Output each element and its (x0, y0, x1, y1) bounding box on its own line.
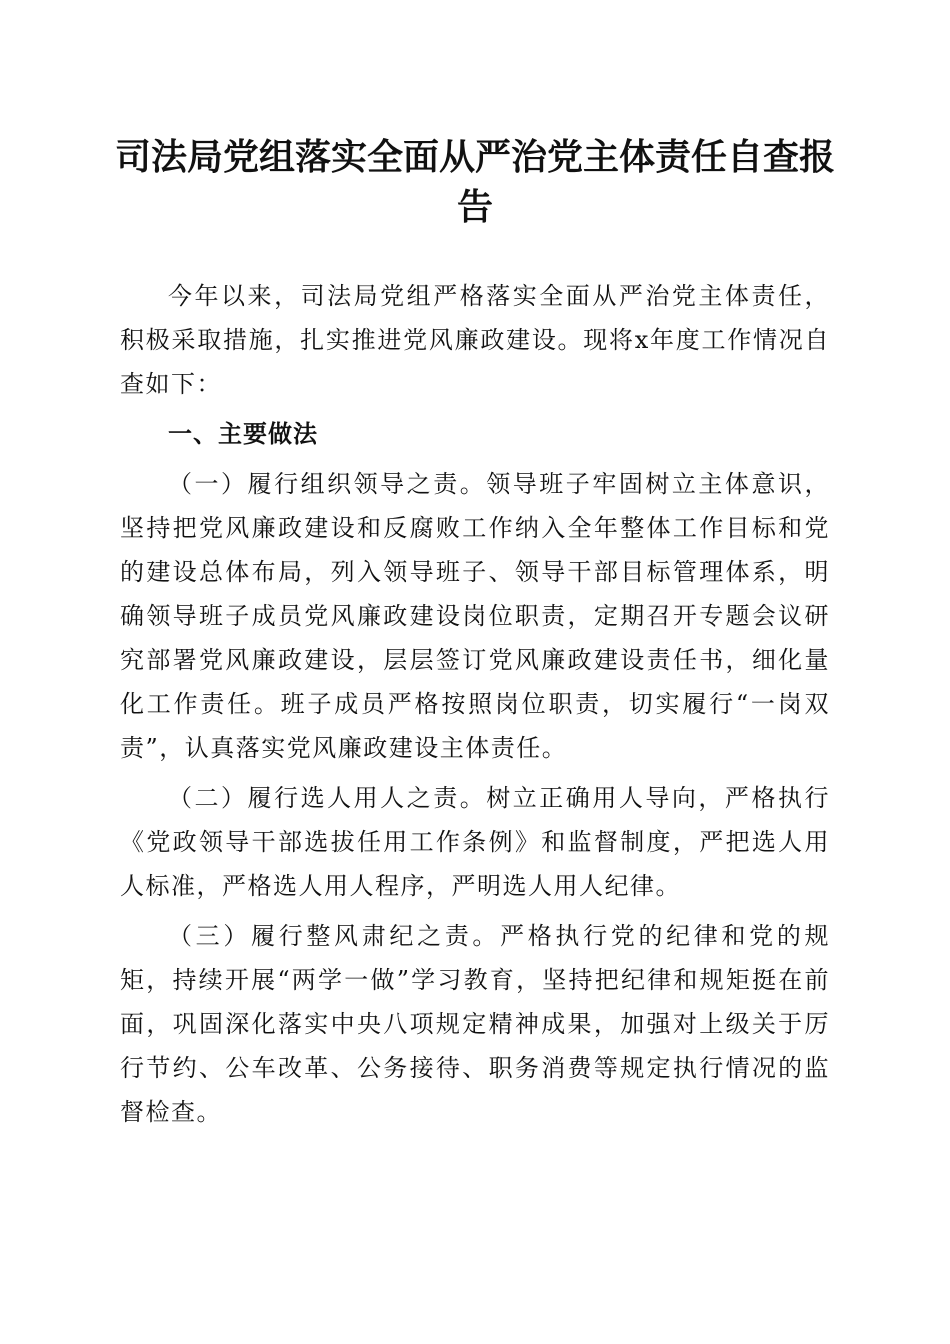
document-body (120, 274, 830, 1140)
item-paragraph-3: （三）履行整风肃纪之责。严格执行党的纪律和党的规矩，持续开展“两学一做”学习教育，坚持把纪律和规矩挺在前面，巩固深化落实中央八项规定精神成果，加强对上级关于厉行节约、公车改革、公务接待、职务消费等规定执行情况的监督检查。 (120, 922, 830, 1126)
section-heading: 一、主要做法 (168, 420, 318, 448)
intro-paragraph: 今年以来，司法局党组严格落实全面从严治党主体责任，积极采取措施，扎实推进党风廉政建设。现将x年度工作情况自查如下： (120, 282, 830, 398)
item-paragraph-1: （一）履行组织领导之责。领导班子牢固树立主体意识，坚持把党风廉政建设和反腐败工作纳入全年整体工作目标和党的建设总体布局，列入领导班子、领导干部目标管理体系，明确领导班子成员党风廉政建设岗位职责，定期召开专题会议研究部署党风廉政建设，层层签订党风廉政建设责任书，细化量化工作责任。班子成员严格按照岗位职责，切实履行“一岗双责”，认真落实党风廉政建设主体责任。 (120, 470, 830, 762)
item-paragraph-2: （二）履行选人用人之责。树立正确用人导向，严格执行《党政领导干部选拔任用工作条例》和监督制度，严把选人用人标准，严格选人用人程序，严明选人用人纪律。 (120, 784, 830, 900)
page-title: 司法局党组落实全面从严治党主体责任自查报告 (114, 136, 835, 228)
